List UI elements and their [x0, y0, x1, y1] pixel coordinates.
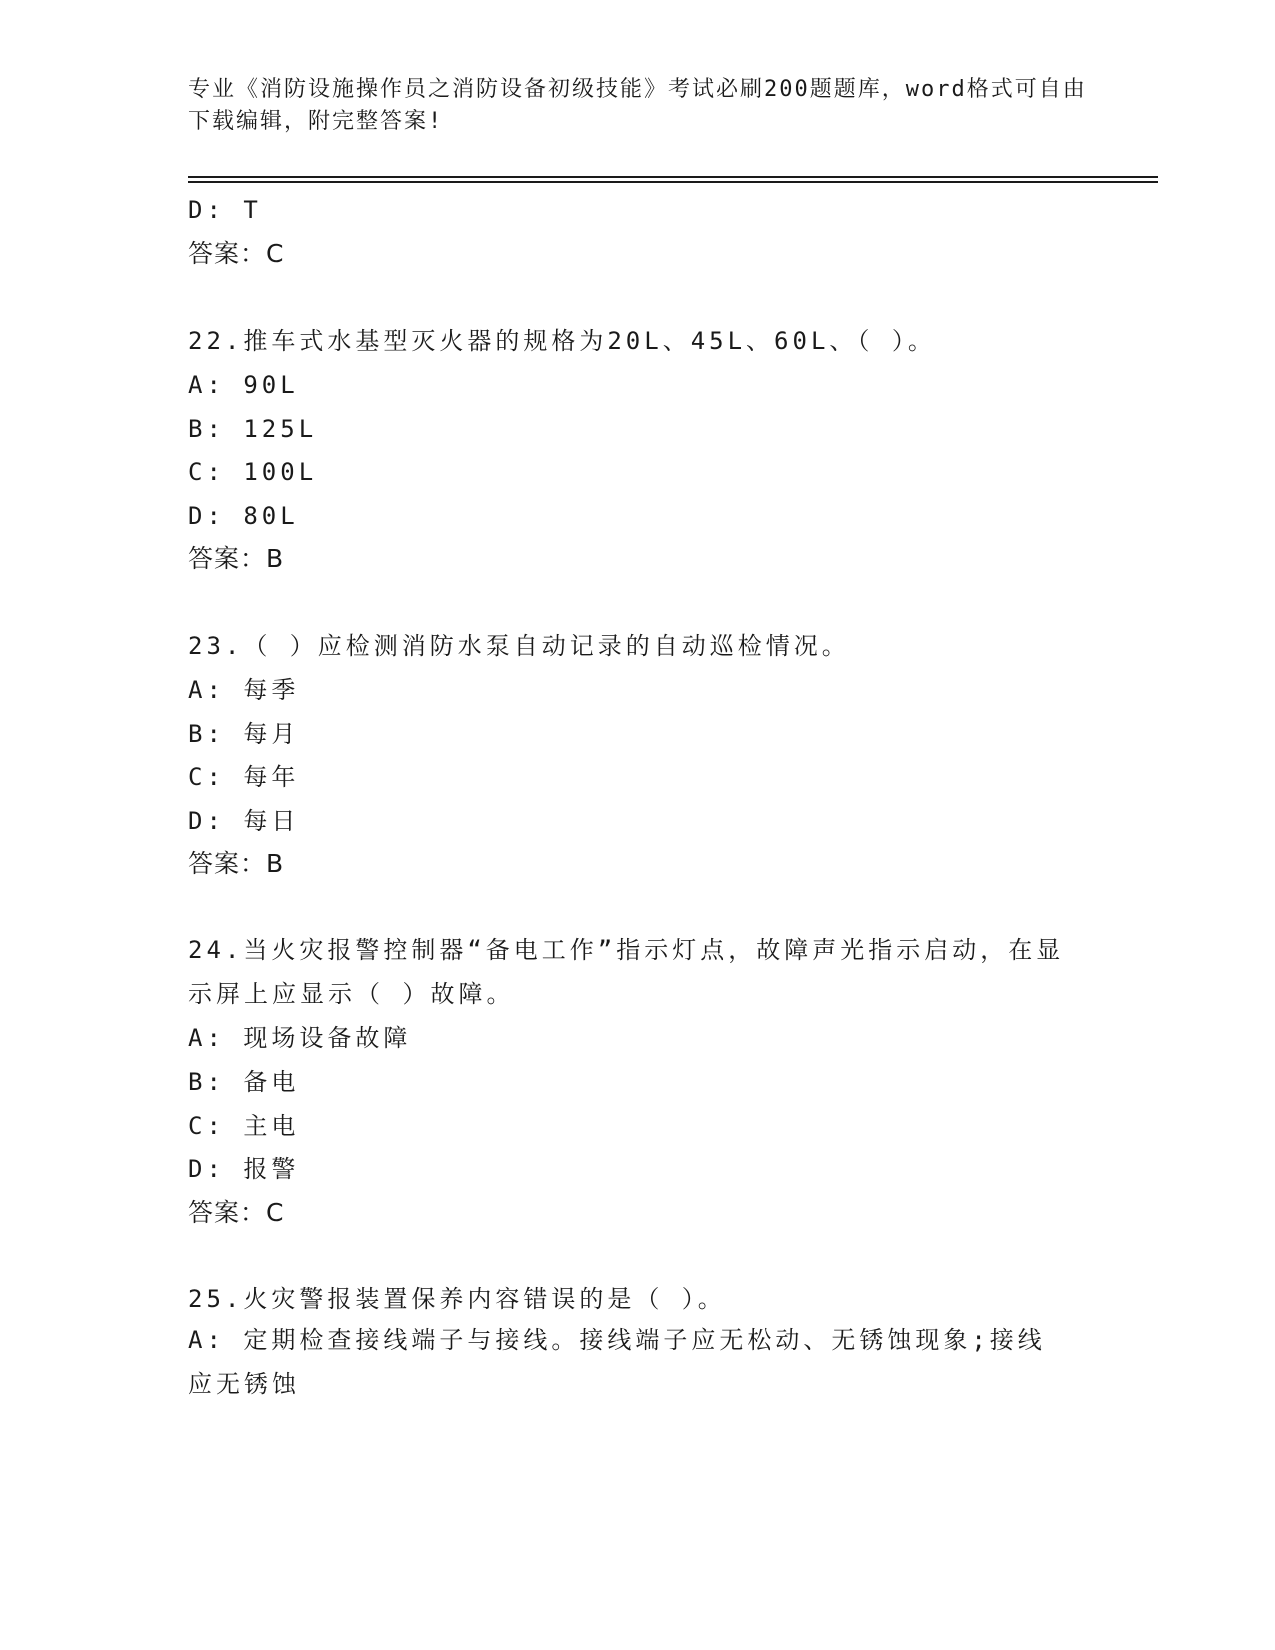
option-b: B: 每月 [188, 720, 300, 748]
option-c: C: 100L [188, 458, 318, 486]
option-d: D: 报警 [188, 1155, 300, 1183]
option-d: D: 每日 [188, 807, 300, 835]
document-header: 专业《消防设施操作员之消防设备初级技能》考试必刷200题题库，word格式可自由下载编辑，附完整答案! [188, 77, 1087, 134]
option-b: B: 125L [188, 415, 318, 443]
option-a: A: 每季 [188, 676, 300, 704]
question-24: 24.当火灾报警控制器“备电工作”指示灯点，故障声光指示启动，在显示屏上应显示（ ）故障。 [188, 936, 1065, 1008]
answer: 答案：C [188, 239, 285, 268]
header-rule-top [188, 176, 1158, 178]
answer: 答案：B [188, 544, 285, 573]
option-b: B: 备电 [188, 1068, 300, 1096]
header-rule-bottom [188, 181, 1158, 183]
option-d: D: T [188, 196, 262, 224]
option-c: C: 每年 [188, 763, 300, 791]
option-a: A: 定期检查接线端子与接线。接线端子应无松动、无锈蚀现象;接线应无锈蚀 [188, 1326, 1046, 1398]
question-22: 22.推车式水基型灭火器的规格为20L、45L、60L、（ ）。 [188, 327, 936, 355]
option-d: D: 80L [188, 502, 299, 530]
option-c: C: 主电 [188, 1112, 300, 1140]
option-a: A: 90L [188, 371, 299, 399]
answer: 答案：B [188, 849, 285, 878]
answer: 答案：C [188, 1198, 285, 1227]
question-25: 25.火灾警报装置保养内容错误的是（ ）。 [188, 1285, 726, 1313]
question-23: 23.（ ）应检测消防水泵自动记录的自动巡检情况。 [188, 632, 850, 660]
option-a: A: 现场设备故障 [188, 1024, 412, 1052]
